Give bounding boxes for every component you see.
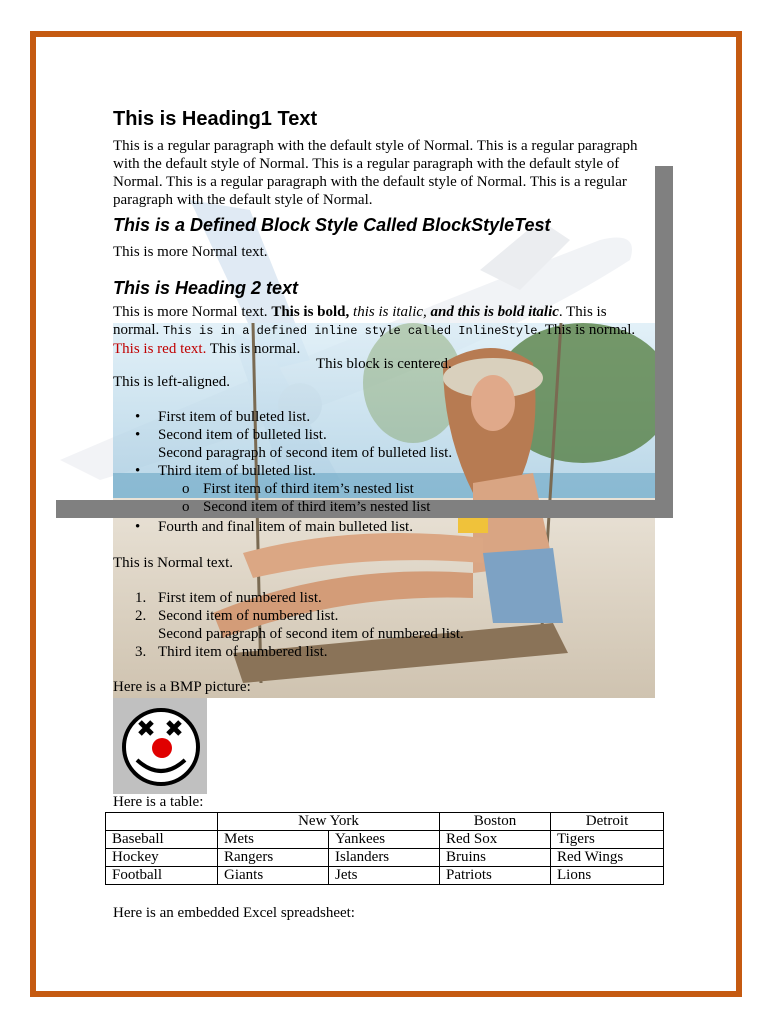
table-cell: Jets xyxy=(329,867,440,885)
numbered-item-paragraph: Second paragraph of second item of numbered list. xyxy=(158,626,464,642)
list-item: Second item of bulleted list. xyxy=(158,427,327,443)
list-item-paragraph: Second paragraph of second item of bulleted list. xyxy=(158,445,453,461)
list-number: 3. xyxy=(135,644,147,660)
bullet-glyph: • xyxy=(135,519,141,535)
nested-list-item: First item of third item’s nested list xyxy=(203,481,414,497)
bullet-glyph: • xyxy=(135,463,141,479)
bullet-glyph: • xyxy=(135,427,141,443)
table-cell: Yankees xyxy=(329,831,440,849)
table-cell: Tigers xyxy=(551,831,664,849)
table-cell: Giants xyxy=(218,867,329,885)
list-item: Fourth and final item of main bulleted list. xyxy=(158,519,413,535)
list-item: Third item of bulleted list. xyxy=(158,463,316,479)
table-caption: Here is a table: xyxy=(113,794,204,810)
gray-shape-vertical xyxy=(655,166,673,518)
numbered-item: Second item of numbered list. xyxy=(158,608,339,624)
table-cell: Bruins xyxy=(440,849,551,867)
left-aligned-text: This is left-aligned. xyxy=(113,374,231,390)
table-cell: Football xyxy=(106,867,218,885)
table-cell: Red Sox xyxy=(440,831,551,849)
table-cell: Baseball xyxy=(106,831,218,849)
table-row xyxy=(106,831,664,849)
table-cell: Islanders xyxy=(329,849,440,867)
mixed-formatting-paragraph: This is more Normal text. This is bold, this is italic, and this is bold italic. This is normal. This is in a defined inline style called InlineStyle. This is normal. This is red text. This is normal. xyxy=(113,304,636,357)
table-cell: Red Wings xyxy=(551,849,664,867)
inline-style-text: This is in a defined inline style called InlineStyle xyxy=(163,324,538,338)
table-header-cell: New York xyxy=(218,813,440,831)
table-header-row xyxy=(106,813,664,831)
centered-text: This block is centered. xyxy=(316,356,452,372)
table-cell: Hockey xyxy=(106,849,218,867)
bmp-caption: Here is a BMP picture: xyxy=(113,679,251,695)
sports-table xyxy=(105,812,664,885)
intro-paragraph: This is a regular paragraph with the default style of Normal. This is a regular paragraph with the default style of Normal. This is a regular paragraph with the default style of Normal. This is a regular paragraph with the default style of Normal. This is a regular paragraph with the default style of Normal. xyxy=(113,138,638,208)
table-row xyxy=(106,849,664,867)
table-cell: Lions xyxy=(551,867,664,885)
table-header-cell: Detroit xyxy=(551,813,664,831)
nested-list-item: Second item of third item’s nested list xyxy=(203,499,431,515)
more-normal-text: This is more Normal text. xyxy=(113,244,268,260)
bullet-glyph: • xyxy=(135,409,141,425)
red-text: This is red text. xyxy=(113,341,207,357)
heading-2: This is Heading 2 text xyxy=(113,278,299,298)
numbered-item: First item of numbered list. xyxy=(158,590,322,606)
list-number: 2. xyxy=(135,608,147,624)
clown-face-icon xyxy=(113,698,207,794)
bold-text: This is bold, xyxy=(271,304,350,320)
table-header-cell: Boston xyxy=(440,813,551,831)
list-item: First item of bulleted list. xyxy=(158,409,311,425)
table-cell: Mets xyxy=(218,831,329,849)
excel-caption: Here is an embedded Excel spreadsheet: xyxy=(113,905,355,921)
numbered-item: Third item of numbered list. xyxy=(158,644,328,660)
nested-bullet-glyph: o xyxy=(182,481,190,497)
list-number: 1. xyxy=(135,590,147,606)
nested-bullet-glyph: o xyxy=(182,499,190,515)
heading-1: This is Heading1 Text xyxy=(113,108,318,130)
table-cell: Patriots xyxy=(440,867,551,885)
bold-italic-text: and this is bold italic xyxy=(430,304,559,320)
italic-text: this is italic, xyxy=(353,304,427,320)
block-style-heading: This is a Defined Block Style Called BlockStyleTest xyxy=(113,215,551,235)
table-row xyxy=(106,867,664,885)
table-cell: Rangers xyxy=(218,849,329,867)
normal-text: This is Normal text. xyxy=(113,555,233,571)
table-cell xyxy=(106,813,218,831)
